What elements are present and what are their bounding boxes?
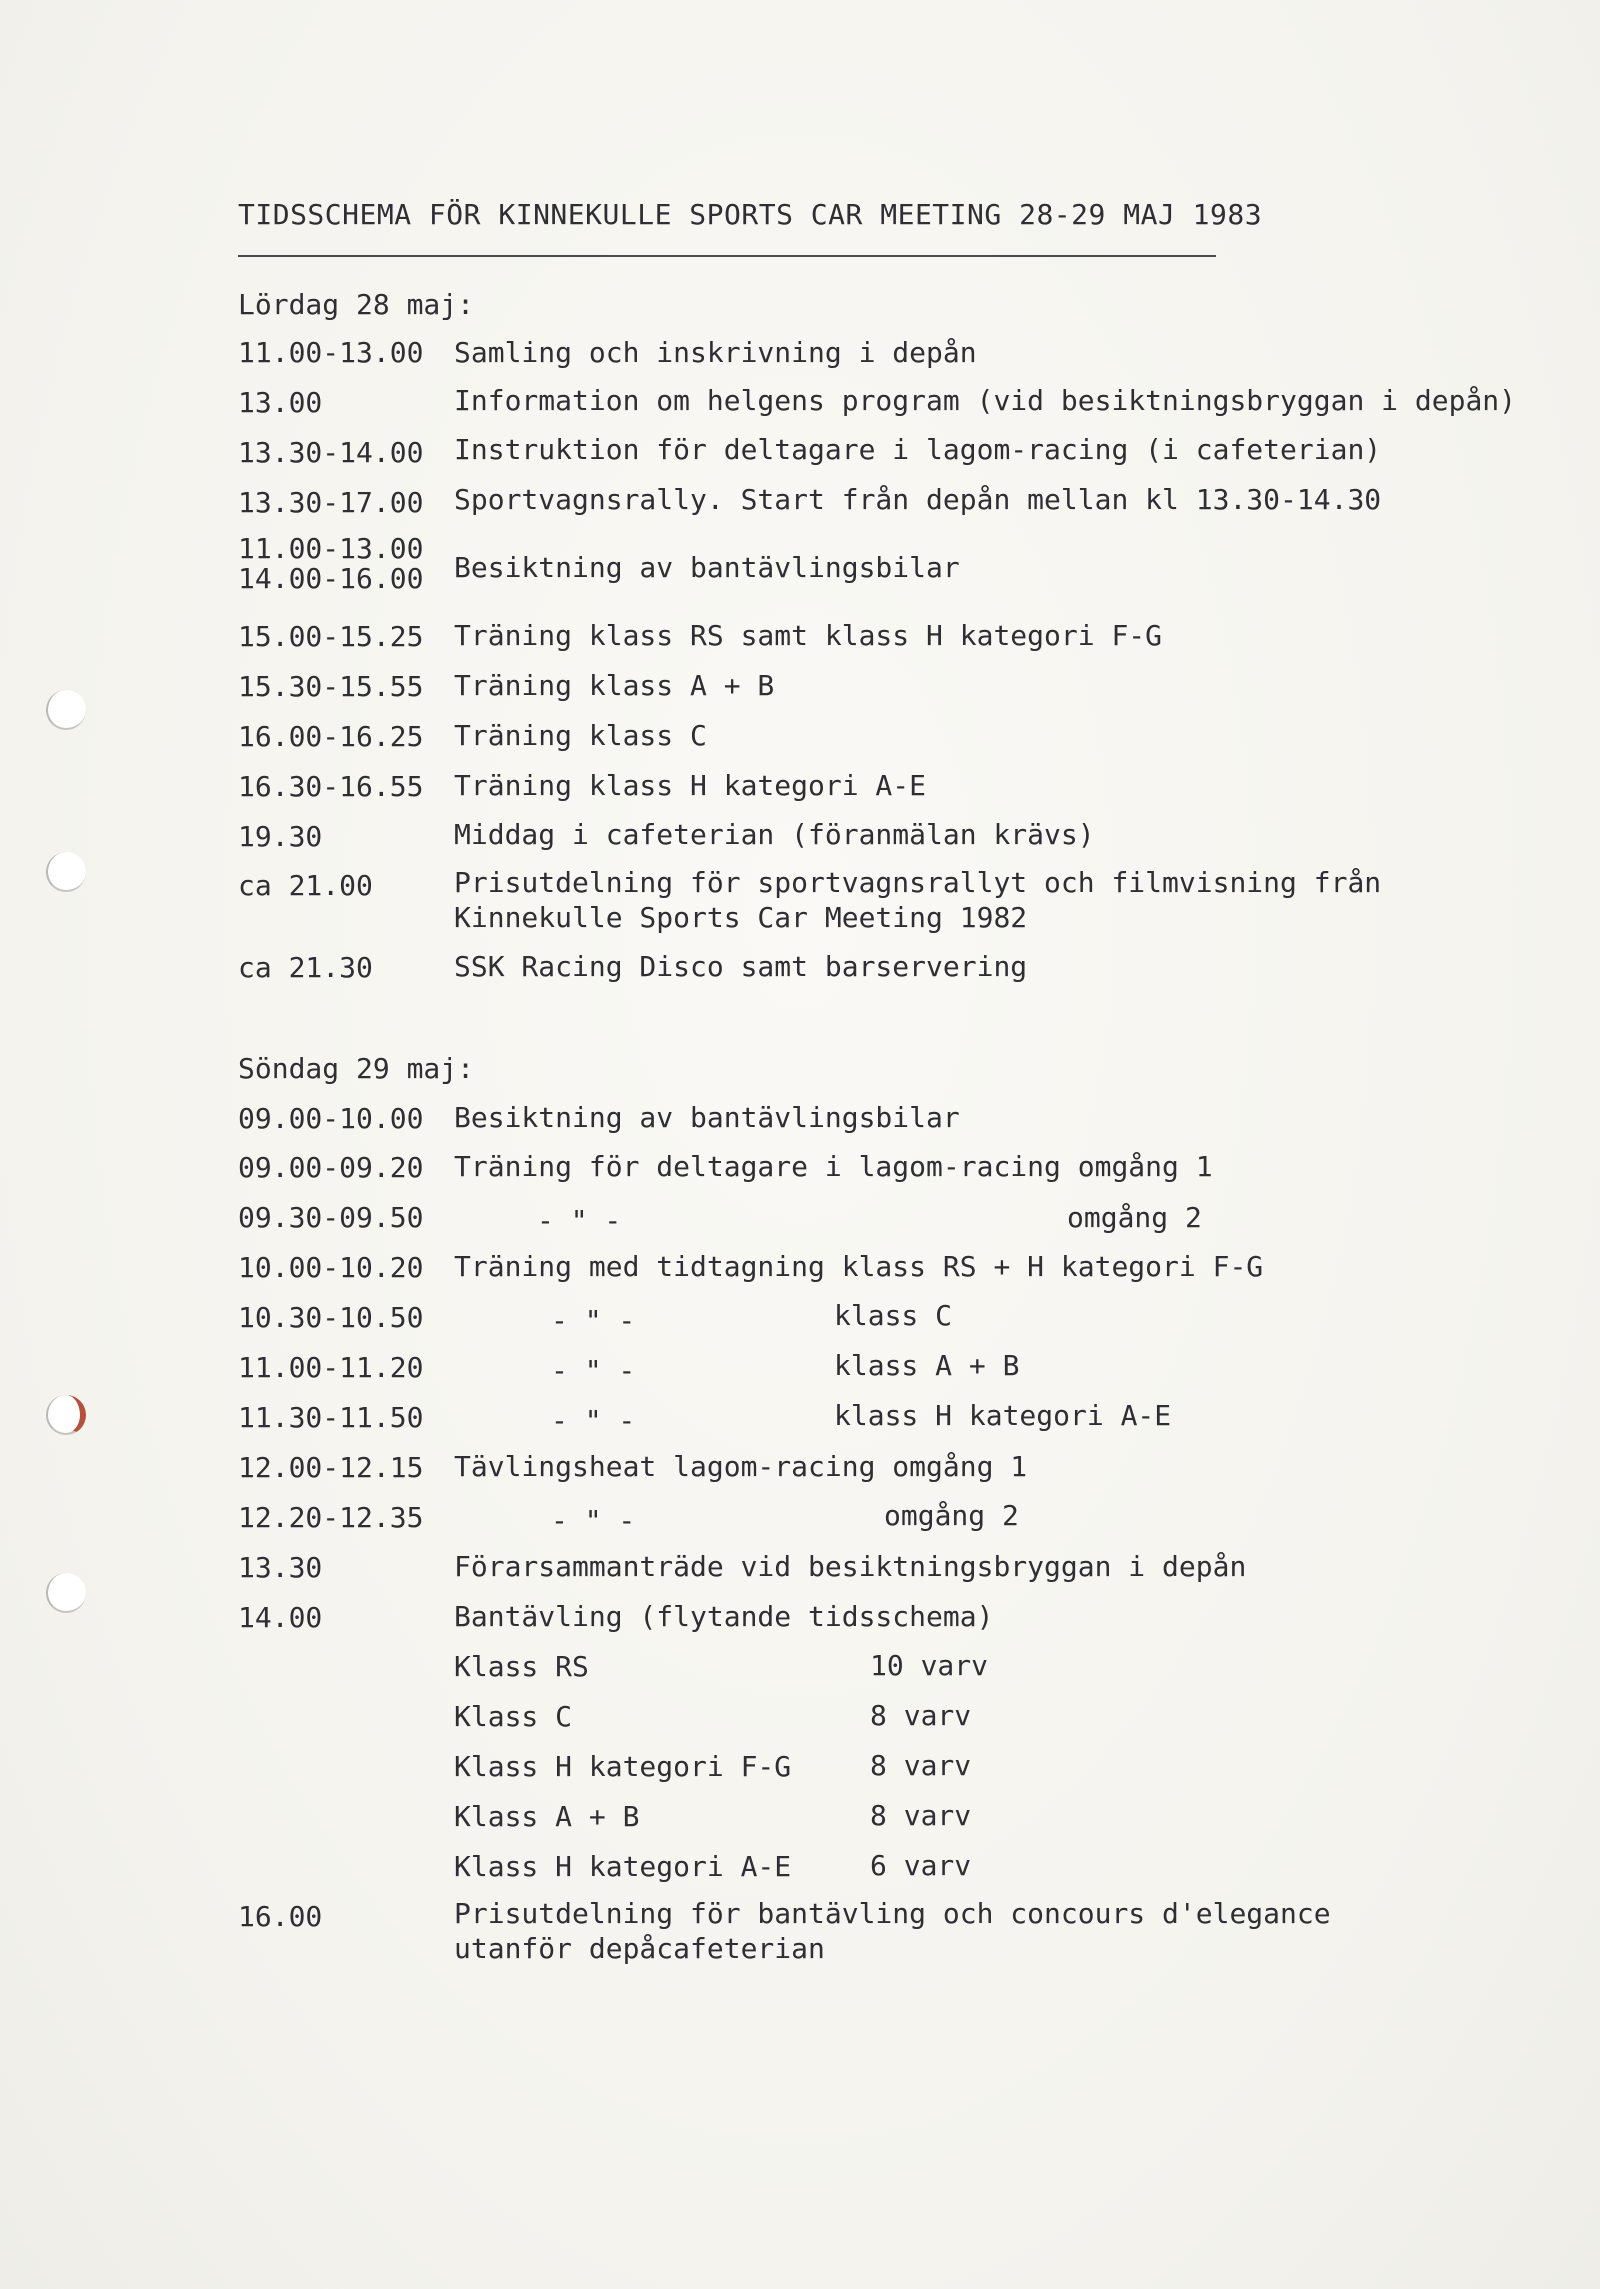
ditto-mark: - " -: [551, 1304, 636, 1337]
schedule-description: Besiktning av bantävlingsbilar: [454, 1101, 960, 1134]
schedule-time: 16.30-16.55: [238, 770, 424, 803]
ditto-mark: - " -: [551, 1504, 636, 1537]
race-class: Klass A + B: [454, 1800, 640, 1833]
schedule-description: Prisutdelning för bantävling och concours d'elegance: [454, 1897, 1331, 1930]
schedule-description: Förarsammanträde vid besiktningsbryggan i depån: [454, 1550, 1247, 1583]
race-laps: 10 varv: [870, 1649, 989, 1682]
schedule-description: Sportvagnsrally. Start från depån mellan kl 13.30-14.30: [454, 483, 1382, 516]
schedule-description: Prisutdelning för sportvagnsrallyt och filmvisning från: [454, 866, 1382, 899]
schedule-description: Träning för deltagare i lagom-racing omgång 1: [454, 1150, 1213, 1183]
schedule-description: Information om helgens program (vid besiktningsbryggan i depån): [454, 384, 1517, 417]
schedule-subitem: klass C: [834, 1299, 953, 1332]
schedule-time-second: 14.00-16.00: [238, 562, 424, 595]
schedule-description: Träning med tidtagning klass RS + H kategori F-G: [454, 1250, 1264, 1283]
race-laps: 8 varv: [870, 1699, 972, 1732]
schedule-subitem: klass A + B: [834, 1349, 1020, 1382]
race-laps: 8 varv: [870, 1799, 972, 1832]
schedule-description: Träning klass C: [454, 719, 707, 752]
schedule-description: Tävlingsheat lagom-racing omgång 1: [454, 1450, 1028, 1483]
binder-hole: [46, 852, 86, 892]
document-title: TIDSSCHEMA FÖR KINNEKULLE SPORTS CAR MEETING 28-29 MAJ 1983: [238, 198, 1263, 231]
schedule-time: 11.00-13.00: [238, 336, 424, 369]
schedule-description: Instruktion för deltagare i lagom-racing (i cafeterian): [454, 433, 1382, 466]
race-laps: 8 varv: [870, 1749, 972, 1782]
schedule-description: Middag i cafeterian (föranmälan krävs): [454, 818, 1095, 851]
schedule-time: ca 21.00: [238, 869, 373, 902]
schedule-time: ca 21.30: [238, 951, 373, 984]
schedule-subitem: klass H kategori A-E: [834, 1399, 1172, 1432]
schedule-subitem: omgång 2: [1067, 1201, 1202, 1234]
saturday-heading: Lördag 28 maj:: [238, 288, 475, 321]
race-class: Klass H kategori F-G: [454, 1750, 792, 1783]
schedule-description: Besiktning av bantävlingsbilar: [454, 551, 960, 584]
schedule-description: Samling och inskrivning i depån: [454, 336, 977, 369]
schedule-time: 16.00: [238, 1900, 323, 1933]
schedule-description-continued: utanför depåcafeterian: [454, 1932, 825, 1965]
binder-hole: [46, 690, 86, 730]
schedule-time: 15.30-15.55: [238, 670, 424, 703]
schedule-time: 13.00: [238, 386, 323, 419]
binder-hole: [46, 1573, 86, 1613]
ditto-mark: - " -: [551, 1404, 636, 1437]
schedule-time: 13.30-14.00: [238, 436, 424, 469]
schedule-time: 11.30-11.50: [238, 1401, 424, 1434]
schedule-time: 10.00-10.20: [238, 1251, 424, 1284]
schedule-time: 09.00-10.00: [238, 1102, 424, 1135]
ditto-mark: - " -: [537, 1204, 622, 1237]
schedule-time: 09.00-09.20: [238, 1151, 424, 1184]
schedule-time: 12.00-12.15: [238, 1451, 424, 1484]
schedule-time: 14.00: [238, 1601, 323, 1634]
schedule-description-continued: Kinnekulle Sports Car Meeting 1982: [454, 901, 1028, 934]
schedule-description: Bantävling (flytande tidsschema): [454, 1600, 994, 1633]
schedule-time: 11.00-11.20: [238, 1351, 424, 1384]
schedule-time: 10.30-10.50: [238, 1301, 424, 1334]
schedule-time: 13.30-17.00: [238, 486, 424, 519]
ditto-mark: - " -: [551, 1354, 636, 1387]
schedule-time: 19.30: [238, 820, 323, 853]
schedule-description: Träning klass RS samt klass H kategori F-G: [454, 619, 1163, 652]
schedule-time: 15.00-15.25: [238, 620, 424, 653]
race-class: Klass H kategori A-E: [454, 1850, 792, 1883]
binder-hole: [46, 1395, 86, 1435]
sunday-heading: Söndag 29 maj:: [238, 1052, 475, 1085]
schedule-description: Träning klass H kategori A-E: [454, 769, 927, 802]
schedule-time: 11.00-13.00: [238, 532, 424, 565]
title-underline: [238, 255, 1216, 257]
race-class: Klass C: [454, 1700, 573, 1733]
schedule-time: 12.20-12.35: [238, 1501, 424, 1534]
race-laps: 6 varv: [870, 1849, 972, 1882]
schedule-description: SSK Racing Disco samt barservering: [454, 950, 1028, 983]
schedule-time: 13.30: [238, 1551, 323, 1584]
schedule-description: Träning klass A + B: [454, 669, 775, 702]
race-class: Klass RS: [454, 1650, 589, 1683]
schedule-time: 16.00-16.25: [238, 720, 424, 753]
schedule-time: 09.30-09.50: [238, 1201, 424, 1234]
schedule-subitem: omgång 2: [884, 1499, 1019, 1532]
